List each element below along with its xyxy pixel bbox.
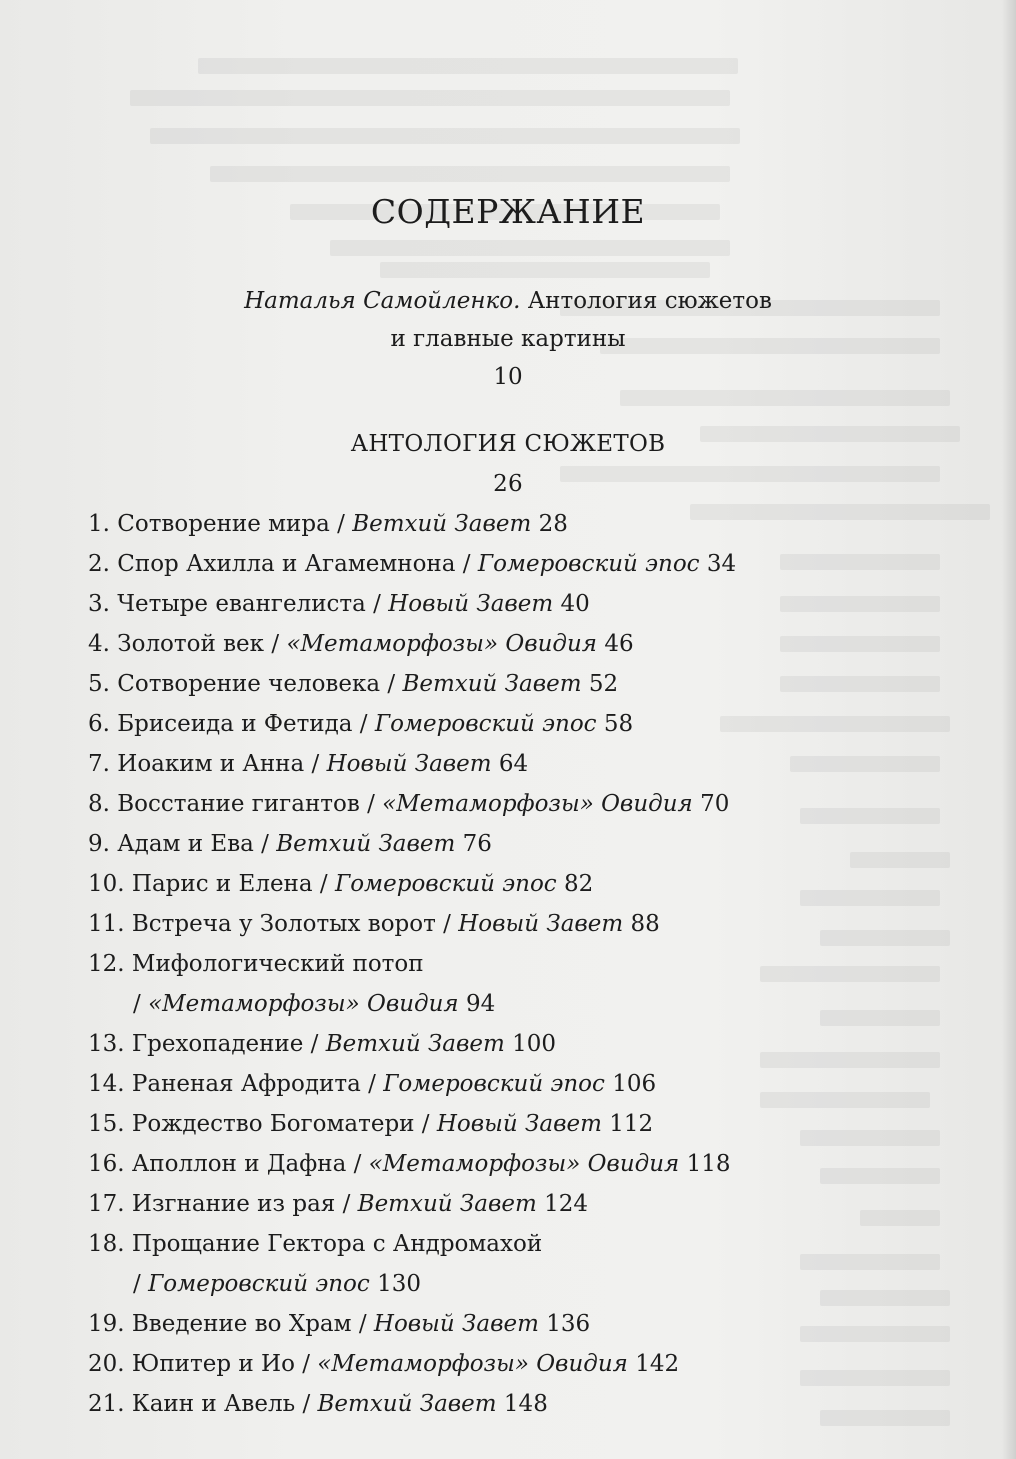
entry-page-number: 130 [377, 1271, 421, 1297]
entry-number: 4. [88, 631, 110, 657]
entry-title: Раненая Афродита [131, 1071, 361, 1097]
entry-number: 18. [88, 1231, 125, 1257]
toc-entry [88, 1104, 948, 1144]
entry-page-number: 40 [560, 591, 590, 617]
entry-source: Новый Завет [388, 591, 554, 617]
entry-title: Прощание Гектора с Андромахой [131, 1231, 543, 1257]
entry-separator: / [435, 911, 459, 937]
entry-number: 21. [88, 1391, 125, 1417]
entry-source: Ветхий Завет [325, 1031, 505, 1057]
entry-title: Брисеида и Фетида [117, 711, 353, 737]
entry-number: 1. [88, 511, 110, 537]
toc-entry [88, 544, 948, 584]
entry-title: Аполлон и Дафна [131, 1151, 347, 1177]
entry-title: Сотворение человека [117, 671, 381, 697]
entry-number: 20. [88, 1351, 125, 1377]
entry-separator: / [359, 791, 383, 817]
toc-entry [88, 624, 948, 664]
entry-page-number: 34 [706, 551, 737, 577]
entry-number: 17. [88, 1191, 125, 1217]
entry-separator: / [380, 671, 403, 697]
entry-page-number: 142 [635, 1351, 680, 1377]
toc-entry [88, 1024, 948, 1064]
entry-title: Юпитер и Ио [131, 1351, 295, 1377]
entry-number: 15. [88, 1111, 125, 1137]
entry-number: 16. [88, 1151, 125, 1177]
entry-separator: / [351, 1311, 374, 1337]
entry-number: 8. [88, 791, 110, 817]
entry-separator: / [253, 831, 277, 857]
toc-entry [88, 1304, 948, 1344]
entry-page-number: 106 [612, 1071, 657, 1097]
toc-entry [88, 584, 948, 624]
entry-source: Новый Завет [436, 1111, 602, 1137]
entry-source: Новый Завет [326, 751, 492, 777]
entry-title: Четыре евангелиста [117, 591, 366, 617]
entry-separator: / [133, 991, 149, 1017]
entry-title: Изгнание из рая [131, 1191, 336, 1217]
entry-number: 6. [88, 711, 110, 737]
entry-separator: / [414, 1111, 437, 1137]
entry-title: Встреча у Золотых ворот [131, 911, 436, 937]
entry-source: Гомеровский эпос [383, 1071, 605, 1097]
entry-page-number: 52 [588, 671, 619, 697]
toc-entry [88, 1384, 948, 1424]
entry-number: 2. [88, 551, 110, 577]
entry-page-number: 76 [462, 831, 492, 857]
entry-number: 14. [88, 1071, 125, 1097]
entry-separator: / [264, 631, 287, 657]
entry-page-number: 148 [503, 1391, 548, 1417]
entry-separator: / [133, 1271, 149, 1297]
entry-continuation [88, 1264, 948, 1304]
entry-separator: / [360, 1071, 384, 1097]
entry-title: Грехопадение [131, 1031, 304, 1057]
entry-separator: / [295, 1391, 318, 1417]
toc-entry [88, 1344, 948, 1384]
section-page-number: 26 [493, 471, 523, 497]
page-title: СОДЕРЖАНИЕ [370, 192, 646, 231]
entry-title: Введение во Храм [131, 1311, 352, 1337]
intro-author: Наталья Самойленко. [244, 288, 521, 314]
entry-page-number: 100 [512, 1031, 557, 1057]
intro-entry [0, 282, 1016, 396]
entry-page-number: 124 [544, 1191, 588, 1217]
section-heading [0, 424, 1016, 504]
entry-number: 7. [88, 751, 110, 777]
section-title: АНТОЛОГИЯ СЮЖЕТОВ [350, 431, 666, 457]
entry-separator: / [294, 1351, 318, 1377]
entry-separator: / [335, 1191, 358, 1217]
intro-line-1 [0, 282, 1016, 320]
entry-separator: / [303, 1031, 326, 1057]
toc-entry [88, 1184, 948, 1224]
entry-continuation [88, 984, 948, 1024]
entry-title: Сотворение мира [117, 511, 330, 537]
intro-title-line2: и главные картины [390, 326, 626, 352]
toc-entry [88, 504, 948, 544]
entry-number: 12. [88, 951, 125, 977]
toc-entry [88, 824, 948, 864]
toc-entry [88, 864, 948, 904]
entry-source: Ветхий Завет [352, 511, 532, 537]
entry-number: 9. [88, 831, 110, 857]
entry-source: Ветхий Завет [276, 831, 456, 857]
entry-separator: / [352, 711, 375, 737]
entry-source: «Метаморфозы» Овидия [286, 631, 598, 657]
entry-source: «Метаморфозы» Овидия [368, 1151, 680, 1177]
entry-title: Каин и Авель [131, 1391, 296, 1417]
entry-title: Парис и Елена [131, 871, 313, 897]
entry-title: Мифологический потоп [131, 951, 424, 977]
entry-separator: / [312, 871, 335, 897]
entry-page-number: 64 [498, 751, 529, 777]
entry-separator: / [365, 591, 389, 617]
toc-entry [88, 664, 948, 704]
entry-source: «Метаморфозы» Овидия [148, 991, 459, 1017]
entry-source: Ветхий Завет [402, 671, 582, 697]
entry-title: Рождество Богоматери [131, 1111, 415, 1137]
toc-entry [88, 904, 948, 944]
entry-number: 13. [88, 1031, 125, 1057]
entry-source: «Метаморфозы» Овидия [382, 791, 693, 817]
entry-source: Гомеровский эпос [334, 871, 557, 897]
entry-source: Новый Завет [373, 1311, 539, 1337]
entry-title: Спор Ахилла и Агамемнона [117, 551, 456, 577]
entry-page-number: 70 [700, 791, 730, 817]
entry-source: «Метаморфозы» Овидия [317, 1351, 628, 1377]
entry-source: Гомеровский эпос [477, 551, 700, 577]
entry-separator: / [304, 751, 327, 777]
entry-page-number: 46 [604, 631, 634, 657]
entry-page-number: 58 [603, 711, 634, 737]
entry-source: Гомеровский эпос [374, 711, 597, 737]
entry-source: Ветхий Завет [317, 1391, 497, 1417]
toc-entry [88, 784, 948, 824]
entry-page-number: 136 [546, 1311, 591, 1337]
entry-source: Гомеровский эпос [148, 1271, 370, 1297]
entry-page-number: 28 [538, 511, 568, 537]
entry-number: 11. [88, 911, 125, 937]
entry-number: 19. [88, 1311, 125, 1337]
toc-entry [88, 744, 948, 784]
entry-separator: / [329, 511, 353, 537]
entry-title: Адам и Ева [117, 831, 254, 857]
intro-title-line1: Антология сюжетов [527, 288, 772, 314]
entry-number: 5. [88, 671, 110, 697]
contents-list [88, 504, 948, 1424]
toc-entry [88, 1224, 948, 1304]
entry-source: Ветхий Завет [357, 1191, 537, 1217]
entry-number: 3. [88, 591, 110, 617]
toc-entry [88, 704, 948, 744]
entry-separator: / [455, 551, 478, 577]
entry-separator: / [346, 1151, 369, 1177]
toc-entry [88, 1064, 948, 1104]
entry-page-number: 88 [630, 911, 660, 937]
entry-title: Иоаким и Анна [117, 751, 305, 777]
intro-page-number: 10 [493, 364, 523, 390]
entry-title: Восстание гигантов [117, 791, 360, 817]
entry-number: 10. [88, 871, 125, 897]
toc-entry [88, 944, 948, 1024]
entry-page-number: 112 [609, 1111, 654, 1137]
entry-page-number: 82 [564, 871, 594, 897]
entry-page-number: 94 [465, 991, 496, 1017]
entry-page-number: 118 [686, 1151, 731, 1177]
entry-source: Новый Завет [458, 911, 624, 937]
toc-entry [88, 1144, 948, 1184]
entry-title: Золотой век [117, 631, 265, 657]
